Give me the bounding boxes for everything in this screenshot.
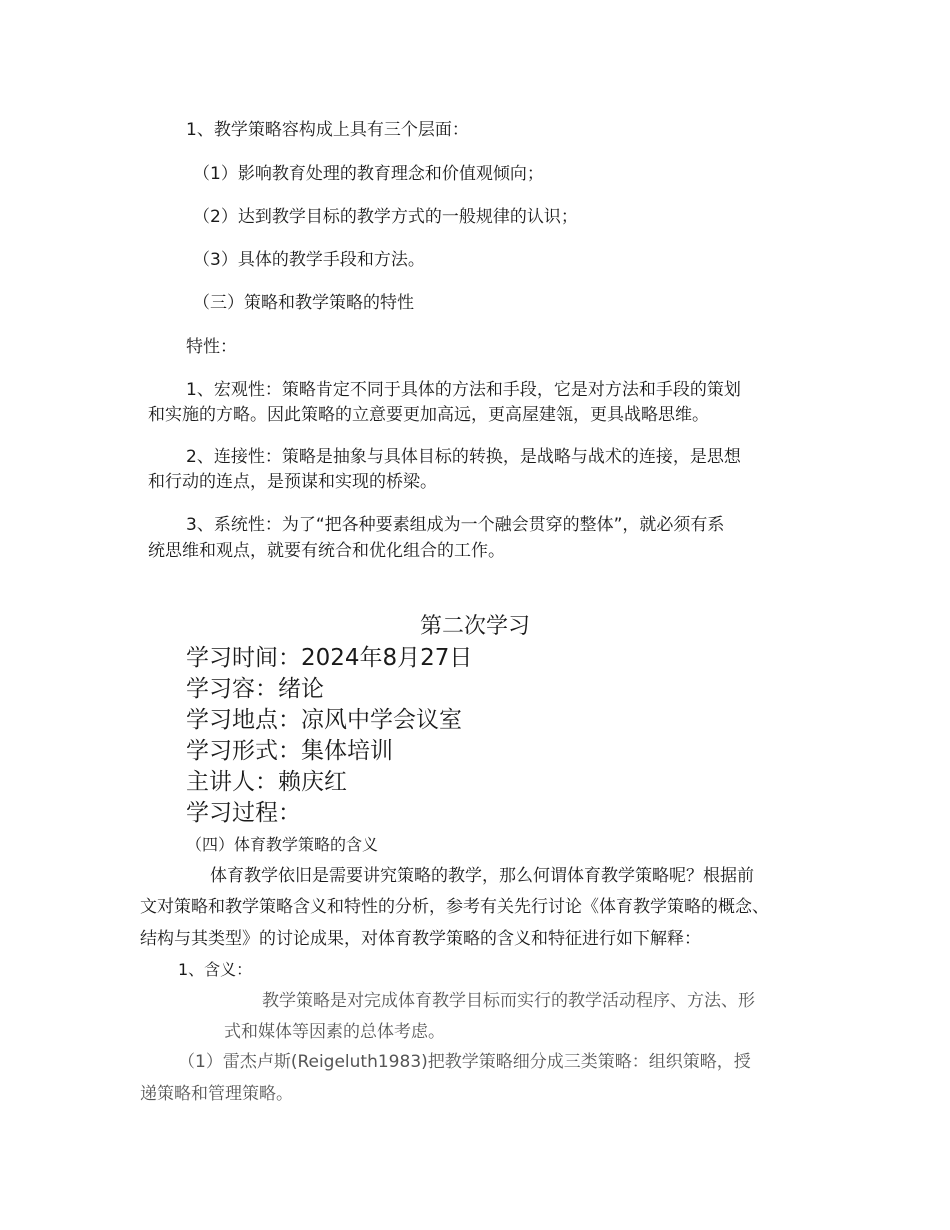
trait-2-line-2: 和行动的连点，是预谋和实现的桥梁。 (148, 472, 437, 492)
intro-line-3: 结构与其类型》的讨论成果，对体育教学策略的含义和特征进行如下解释： (140, 929, 701, 949)
trait-2-line-1: 2、连接性：策略是抽象与具体目标的转换，是战略与战术的连接，是思想 (186, 447, 741, 467)
trait-3-line-1: 3、系统性：为了“把各种要素组成为一个融会贯穿的整体”，就必须有系 (186, 515, 725, 535)
study-process: 学习过程： (186, 800, 301, 826)
trait-1-line-1: 1、宏观性：策略肯定不同于具体的方法和手段，它是对方法和手段的策划 (186, 380, 741, 400)
speaker: 主讲人：赖庆红 (186, 769, 347, 795)
quote-line-2: 式和媒体等因素的总体考虑。 (224, 1022, 445, 1042)
quote-line-1: 教学策略是对完成体育教学目标而实行的教学活动程序、方法、形 (262, 991, 755, 1011)
study-format: 学习形式：集体培训 (186, 738, 393, 764)
level-2: （2）达到教学目标的教学方式的一般规律的认识； (193, 207, 578, 227)
level-3: （3）具体的教学手段和方法。 (193, 250, 425, 270)
traits-label: 特性： (186, 337, 237, 357)
level-1: （1）影响教育处理的教育理念和价值观倾向； (193, 164, 544, 184)
study-time: 学习时间：2024年8月27日 (186, 645, 473, 671)
study-location: 学习地点：凉风中学会议室 (186, 707, 462, 733)
strategy-levels-item: 1、教学策略容构成上具有三个层面： (186, 120, 469, 140)
trait-1-line-2: 和实施的方略。因此策略的立意要更加高远，更高屋建瓴，更具战略思维。 (148, 405, 709, 425)
reigeluth-line-2: 递策略和管理策略。 (140, 1084, 293, 1104)
meaning-label: 1、含义： (178, 960, 253, 979)
section-heading-3: （三）策略和教学策略的特性 (193, 293, 414, 313)
intro-line-2: 文对策略和教学策略含义和特性的分析，参考有关先行讨论《体育教学策略的概念、 (140, 897, 769, 917)
study-content: 学习容：绪论 (186, 676, 324, 702)
reigeluth-line-1: （1）雷杰卢斯(Reigeluth1983)把教学策略细分成三类策略：组织策略，授 (178, 1052, 751, 1072)
intro-line-1: 体育教学依旧是需要讲究策略的教学，那么何谓体育教学策略呢？根据前 (210, 866, 754, 886)
page-title: 第二次学习 (419, 614, 530, 639)
section-heading-4: （四）体育教学策略的含义 (186, 835, 379, 854)
trait-3-line-2: 统思维和观点，就要有统合和优化组合的工作。 (148, 541, 505, 561)
